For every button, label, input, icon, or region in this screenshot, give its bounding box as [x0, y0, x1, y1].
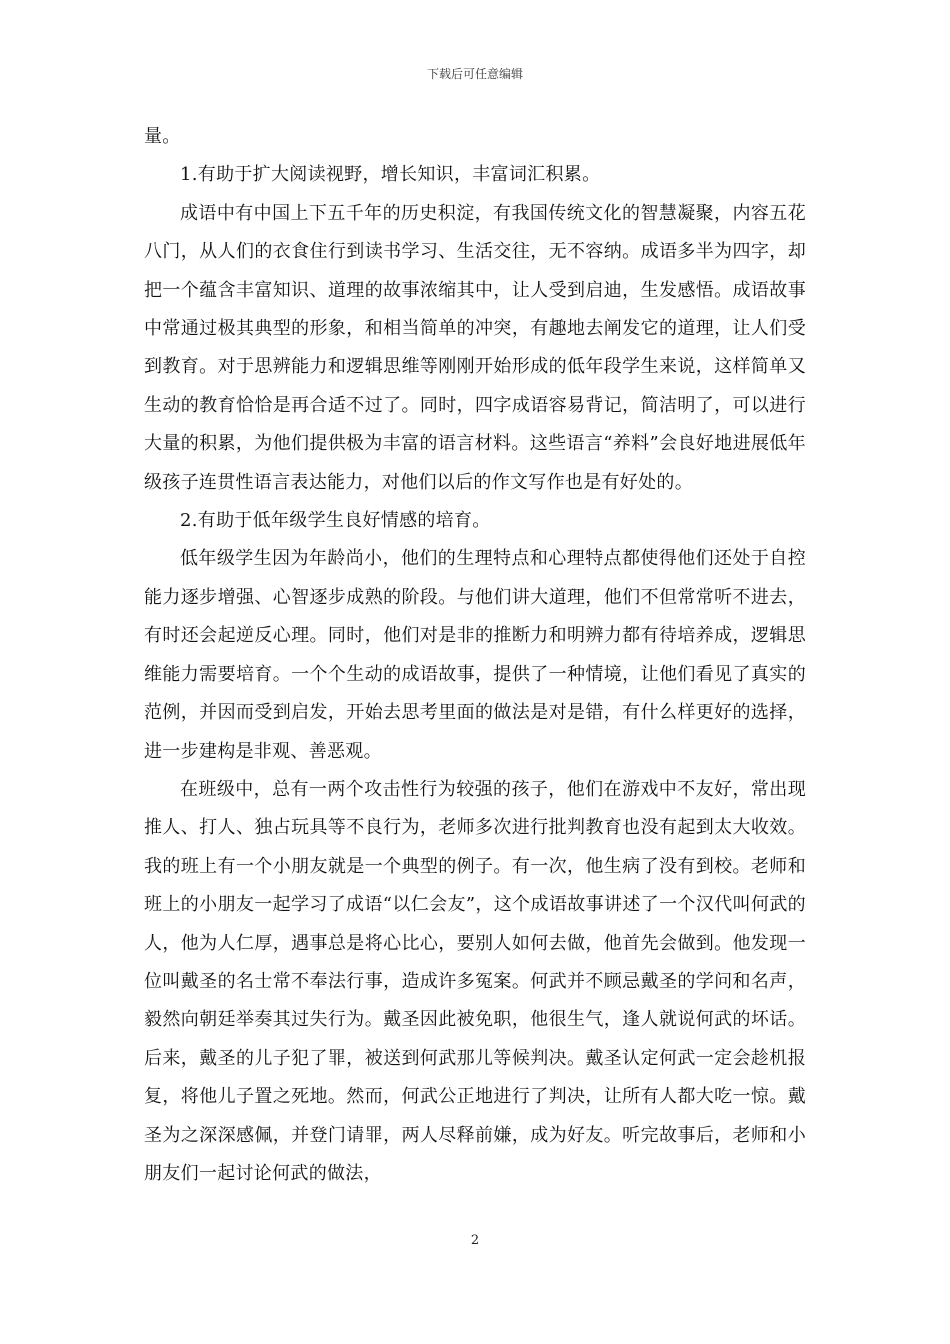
section-heading-2: 2.有助于低年级学生良好情感的培育。 [180, 510, 491, 532]
paragraph-class-story: 在班级中，总有一两个攻击性行为较强的孩子，他们在游戏中不友好，常出现推人、打人、独占玩具等不良行为，老师多次进行批判教育也没有起到太大收效。我的班上有一个小朋友就是一个典型的例子。有一次，他生病了没有到校。老师和班上的小朋友一起学习了成语“以仁会友”，这个成语故事讲述了一个汉代叫何武的人，他为人仁厚，遇事总是将心比心，要别人如何去做，他首先会做到。他发现一位叫戴圣的名士常不奉法行事，造成许多冤案。何武并不顾忌戴圣的学问和名声，毅然向朝廷举奏其过失行为。戴圣因此被免职，他很生气，逢人就说何武的坏话。后来，戴圣的儿子犯了罪，被送到何武那儿等候判决。戴圣认定何武一定会趁机报复，将他儿子置之死地。然而，何武公正地进行了判决，让所有人都大吃一惊。戴圣为之深深感佩，并登门请罪，两人尽释前嫌，成为好友。听完故事后，老师和小朋友们一起讨论何武的做法， [144, 778, 806, 1184]
paragraph-emotion: 低年级学生因为年龄尚小，他们的生理特点和心理特点都使得他们还处于自控能力逐步增强、心智逐步成熟的阶段。与他们讲大道理，他们不但常常听不进去，有时还会起逆反心理。同时，他们对是非的推断力和明辨力都有待培养成，逻辑思维能力需要培育。一个个生动的成语故事，提供了一种情境，让他们看见了真实的范例，并因而受到启发，开始去思考里面的做法是对是错，有什么样更好的选择，进一步建构是非观、善恶观。 [144, 548, 806, 762]
page-number: 2 [470, 1233, 480, 1248]
section-heading-1: 1.有助于扩大阅读视野，增长知识，丰富词汇积累。 [180, 164, 601, 186]
page-header: 下载后可任意编辑 [426, 67, 523, 81]
paragraph-continuation: 量。 [144, 126, 181, 147]
paragraph-vocabulary: 成语中有中国上下五千年的历史积淀，有我国传统文化的智慧凝聚，内容五花八门，从人们的衣食住行到读书学习、生活交往，无不容纳。成语多半为四字，却把一个蕴含丰富知识、道理的故事浓缩其中，让人受到启迪，生发感悟。成语故事中常通过极其典型的形象，和相当简单的冲突，有趣地去阐发它的道理，让人们受到教育。对于思辨能力和逻辑思维等刚刚开始形成的低年段学生来说，这样简单又生动的教育恰恰是再合适不过了。同时，四字成语容易背记，简洁明了，可以进行大量的积累，为他们提供极为丰富的语言材料。这些语言“养料”会良好地进展低年级孩子连贯性语言表达能力，对他们以后的作文写作也是有好处的。 [144, 202, 806, 493]
document-body [144, 118, 806, 1193]
